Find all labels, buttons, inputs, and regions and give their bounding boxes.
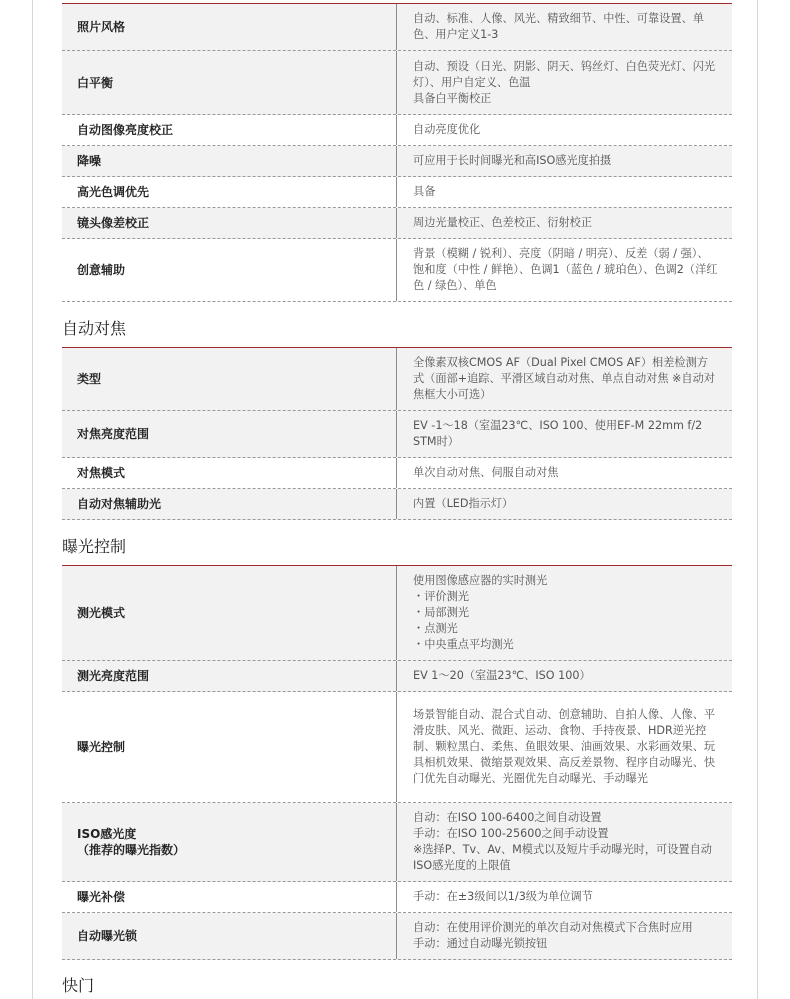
spec-value-line: 具备 <box>413 185 436 198</box>
spec-row <box>62 115 732 146</box>
spec-label: 类型 <box>62 348 397 410</box>
spec-row <box>62 489 732 520</box>
spec-label: 对焦模式 <box>62 458 397 488</box>
spec-row <box>62 458 732 489</box>
spec-value-line: 手动：在ISO 100-25600之间手动设置 <box>413 827 609 840</box>
spec-value-line: 手动：在±3级间以1/3级为单位调节 <box>413 890 593 903</box>
spec-value-line: 周边光量校正、色差校正、衍射校正 <box>413 216 593 229</box>
spec-value <box>397 4 732 50</box>
spec-value <box>397 661 732 691</box>
spec-value <box>397 51 732 114</box>
spec-value <box>397 803 732 881</box>
spec-row <box>62 803 732 882</box>
spec-row <box>62 208 732 239</box>
spec-label: 白平衡 <box>62 51 397 114</box>
spec-value-line: 全像素双核CMOS AF（Dual Pixel CMOS AF）相差检测方式（面部+追踪、平滑区域自动对焦、单点自动对焦 ※自动对焦框大小可选） <box>413 356 715 401</box>
spec-row <box>62 146 732 177</box>
spec-row <box>62 882 732 913</box>
spec-row <box>62 411 732 458</box>
spec-value-line: ・中央重点平均测光 <box>413 638 514 651</box>
spec-label: 自动对焦辅助光 <box>62 489 397 519</box>
spec-value <box>397 566 732 660</box>
spec-value-line: 具备白平衡校正 <box>413 91 492 105</box>
spec-label: 曝光补偿 <box>62 882 397 912</box>
spec-value <box>397 239 732 301</box>
spec-value-line: 单次自动对焦、伺服自动对焦 <box>413 466 559 479</box>
spec-value-line: 自动、标准、人像、风光、精致细节、中性、可靠设置、单色、用户定义1-3 <box>413 12 704 41</box>
spec-table-exposure <box>62 565 732 960</box>
page-border-right <box>757 0 758 999</box>
section-heading-af: 自动对焦 <box>62 319 127 338</box>
spec-label: 测光模式 <box>62 566 397 660</box>
spec-value-line: ・局部测光 <box>413 606 469 619</box>
page-border-left <box>32 0 33 999</box>
spec-value-line: 自动、预设（日光、阴影、阴天、钨丝灯、白色荧光灯、闪光灯）、用户自定义、色温 <box>413 59 716 89</box>
spec-label: 测光亮度范围 <box>62 661 397 691</box>
spec-value-line: ・点测光 <box>413 622 458 635</box>
spec-value-line: 使用图像感应器的实时测光 <box>413 574 548 587</box>
spec-label: 自动曝光锁 <box>62 913 397 959</box>
spec-value <box>397 882 732 912</box>
spec-row <box>62 51 732 115</box>
spec-value-line: EV -1～18（室温23℃、ISO 100、使用EF-M 22mm f/2 STM时） <box>413 419 703 448</box>
spec-value-line: EV 1～20（室温23℃、ISO 100） <box>413 669 591 682</box>
section-heading-exposure: 曝光控制 <box>62 537 127 556</box>
spec-label: ISO感光度 （推荐的曝光指数） <box>62 803 397 881</box>
spec-label: 曝光控制 <box>62 692 397 802</box>
spec-value-line: ※选择P、Tv、Av、M模式以及短片手动曝光时，可设置自动ISO感光度的上限值 <box>413 843 712 872</box>
spec-table-image <box>62 3 732 302</box>
spec-value <box>397 177 732 207</box>
spec-table-af <box>62 347 732 520</box>
spec-value-line: 场景智能自动、混合式自动、创意辅助、自拍人像、人像、平滑皮肤、风光、微距、运动、食物、手持夜景、HDR逆光控制、颗粒黑白、柔焦、鱼眼效果、油画效果、水彩画效果、玩具相机效果、微缩景观效果、高反差景物、程序自动曝光、快门优先自动曝光、光圈优先自动曝光、手动曝光 <box>413 708 716 785</box>
spec-value <box>397 692 732 802</box>
spec-value-line: 可应用于长时间曝光和高ISO感光度拍摄 <box>413 154 612 167</box>
spec-value-line: 手动：通过自动曝光锁按钮 <box>413 937 548 950</box>
spec-value-line: 内置（LED指示灯） <box>413 497 514 510</box>
spec-value-line: 背景（模糊 / 锐利）、亮度（阴暗 / 明亮）、反差（弱 / 强）、饱和度（中性 / 鲜艳）、色调1（蓝色 / 琥珀色）、色调2（洋红色 / 绿色）、单色 <box>413 247 718 292</box>
spec-value <box>397 146 732 176</box>
spec-row <box>62 692 732 803</box>
spec-label: 对焦亮度范围 <box>62 411 397 457</box>
spec-label: 自动图像亮度校正 <box>62 115 397 145</box>
spec-value-line: 自动亮度优化 <box>413 123 481 136</box>
spec-label: 照片风格 <box>62 4 397 50</box>
spec-value <box>397 489 732 519</box>
spec-value-line: 自动：在使用评价测光的单次自动对焦模式下合焦时应用 <box>413 921 693 934</box>
spec-row <box>62 177 732 208</box>
spec-row <box>62 239 732 302</box>
section-heading-shutter: 快门 <box>62 976 95 995</box>
spec-label: 降噪 <box>62 146 397 176</box>
spec-value-line: 自动：在ISO 100-6400之间自动设置 <box>413 811 602 824</box>
spec-value <box>397 913 732 959</box>
spec-row <box>62 4 732 51</box>
spec-label: 高光色调优先 <box>62 177 397 207</box>
spec-value <box>397 411 732 457</box>
spec-label: 创意辅助 <box>62 239 397 301</box>
spec-row <box>62 913 732 960</box>
spec-value <box>397 348 732 410</box>
spec-row <box>62 661 732 692</box>
spec-row <box>62 348 732 411</box>
spec-value <box>397 115 732 145</box>
spec-value <box>397 208 732 238</box>
spec-value <box>397 458 732 488</box>
spec-value-line: ・评价测光 <box>413 590 469 603</box>
spec-row <box>62 566 732 661</box>
spec-label: 镜头像差校正 <box>62 208 397 238</box>
